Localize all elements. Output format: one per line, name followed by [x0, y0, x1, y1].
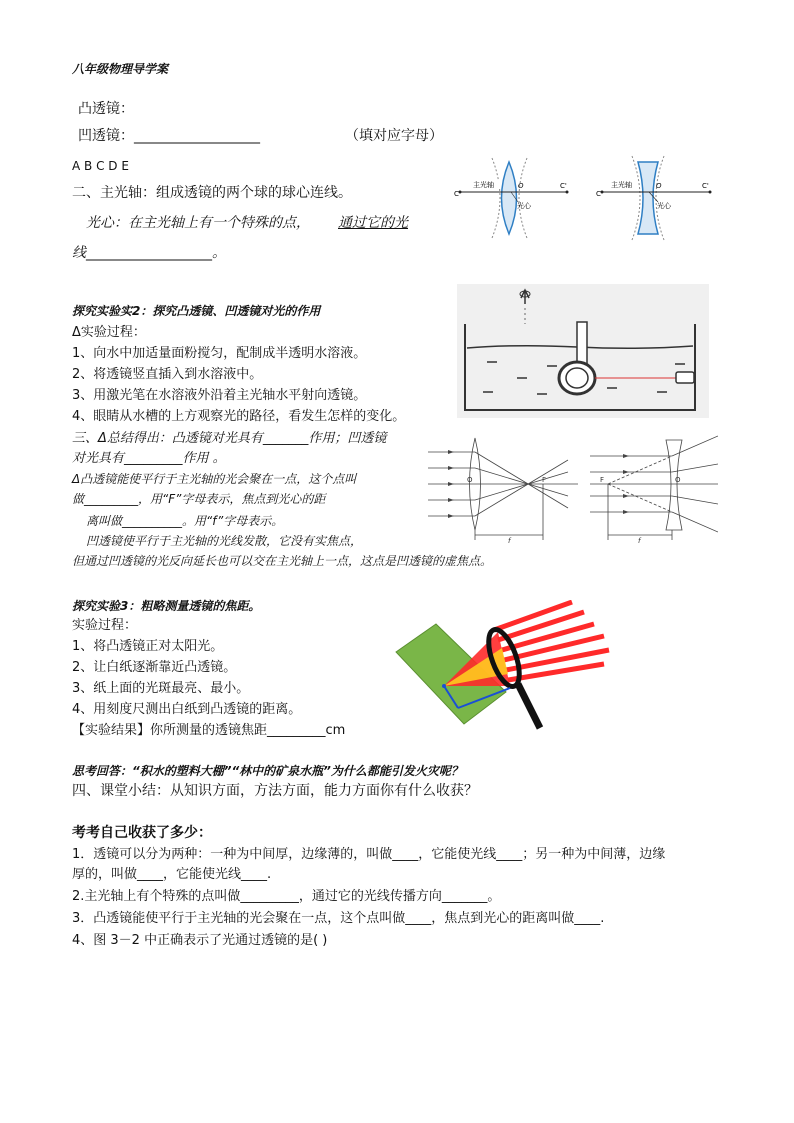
- concave-lens-label: 凹透镜：__________________: [78, 128, 260, 144]
- concave-focus-diagram: [590, 436, 718, 540]
- experiment3-process-label: 实验过程：: [72, 618, 138, 633]
- optical-center-definition-c: 线__________________。: [72, 245, 226, 261]
- svg-text:f: f: [638, 537, 641, 544]
- convex-lens-label: 凸透镜：: [78, 101, 134, 117]
- summary-line: Δ凸透镜能使平行于主光轴的光会聚在一点，这个点叫: [72, 472, 357, 486]
- summary-line: 凹透镜使平行于主光轴的光线发散，它没有实焦点，: [86, 534, 363, 548]
- summary-line: 三、Δ总结得出：凸透镜对光具有_______作用；凹透镜: [72, 431, 387, 446]
- svg-text:C': C': [702, 182, 709, 190]
- think-question: 思考回答：“积水的塑料大棚”“林中的矿泉水瓶”为什么都能引发火灾呢？: [72, 764, 463, 778]
- quiz-question: 4、图 3－2 中正确表示了光通过透镜的是( ): [72, 933, 328, 948]
- svg-text:C': C': [560, 182, 567, 190]
- experiment3-step: 4、用刻度尺测出白纸到凸透镜的距离。: [72, 702, 302, 717]
- main-axis-definition: 二、主光轴：组成透镜的两个球的球心连线。: [72, 185, 352, 201]
- experiment3-result: 【实验结果】你所测量的透镜焦距_________cm: [72, 723, 346, 738]
- experiment2-step: 4、眼睛从水槽的上方观察光的路径，看发生怎样的变化。: [72, 409, 406, 424]
- page-header: 八年级物理导学案: [72, 62, 169, 76]
- convex-lens-diagram: [454, 158, 569, 238]
- svg-text:F: F: [600, 476, 605, 484]
- svg-text:O: O: [656, 182, 662, 190]
- svg-text:O: O: [467, 476, 473, 484]
- experiment2-title: 探究实验实2：探究凸透镜、凹透镜对光的作用: [72, 304, 321, 318]
- experiment2-step: 1、向水中加适量面粉搅匀，配制成半透明水溶液。: [72, 346, 367, 361]
- optical-center-definition-b: 通过它的光: [338, 215, 408, 231]
- summary-line: 离叫做__________。用“f”字母表示。: [86, 514, 284, 528]
- sunlight-focus-figure: [394, 600, 614, 734]
- quiz-question: 厚的，叫做____，它能使光线____.: [72, 867, 272, 882]
- experiment3-step: 2、让白纸逐渐靠近凸透镜。: [72, 660, 237, 675]
- svg-text:f: f: [508, 537, 511, 544]
- experiment2-step: 3、用激光笔在水溶液外沿着主光轴水平射向透镜。: [72, 388, 367, 403]
- concave-lens-diagram: [596, 156, 712, 240]
- experiment3-step: 1、将凸透镜正对太阳光。: [72, 639, 224, 654]
- focal-point-figure: [428, 432, 718, 544]
- summary-line: 做_________，用“F”字母表示，焦点到光心的距: [72, 492, 326, 506]
- svg-text:O: O: [518, 182, 524, 190]
- quiz-question: 2.主光轴上有个特殊的点叫做_________，通过它的光线传播方向_______。: [72, 889, 501, 904]
- quiz-question: 1．透镜可以分为两种：一种为中间厚，边缘薄的，叫做____，它能使光线____；另一种为中间薄，边缘: [72, 847, 666, 862]
- svg-text:C: C: [596, 190, 601, 198]
- summary-line: 但通过凹透镜的光反向延长也可以交在主光轴上一点，这点是凹透镜的虚焦点。: [72, 554, 493, 568]
- lesson-summary: 四、课堂小结：从知识方面，方法方面，能力方面你有什么收获？: [72, 783, 478, 799]
- quiz-question: 3．凸透镜能使平行于主光轴的光会聚在一点，这个点叫做____，焦点到光心的距离叫做____.: [72, 911, 605, 926]
- svg-text:F: F: [542, 476, 547, 484]
- experiment2-process-label: Δ实验过程：: [72, 325, 146, 340]
- lens-axis-figure: [452, 150, 714, 246]
- svg-text:主光轴: 主光轴: [473, 181, 494, 189]
- fill-letter-hint: （填对应字母）: [345, 128, 443, 144]
- svg-text:O: O: [675, 476, 681, 484]
- svg-text:光心: 光心: [657, 202, 671, 210]
- experiment3-step: 3、纸上面的光斑最亮、最小。: [72, 681, 250, 696]
- svg-text:光心: 光心: [517, 202, 531, 210]
- convex-focus-diagram: [428, 438, 578, 540]
- optical-center-definition-a: 光心：在主光轴上有一个特殊的点，: [86, 215, 310, 231]
- svg-text:C: C: [454, 190, 459, 198]
- option-letters: A B C D E: [72, 159, 129, 173]
- experiment3-title: 探究实验3：粗略测量透镜的焦距。: [72, 599, 261, 613]
- summary-line: 对光具有_________作用 。: [72, 451, 226, 466]
- quiz-title: 考考自己收获了多少：: [72, 825, 212, 841]
- svg-text:主光轴: 主光轴: [611, 181, 632, 189]
- experiment2-step: 2、将透镜竖直插入到水溶液中。: [72, 367, 263, 382]
- water-tank-figure: [457, 284, 709, 418]
